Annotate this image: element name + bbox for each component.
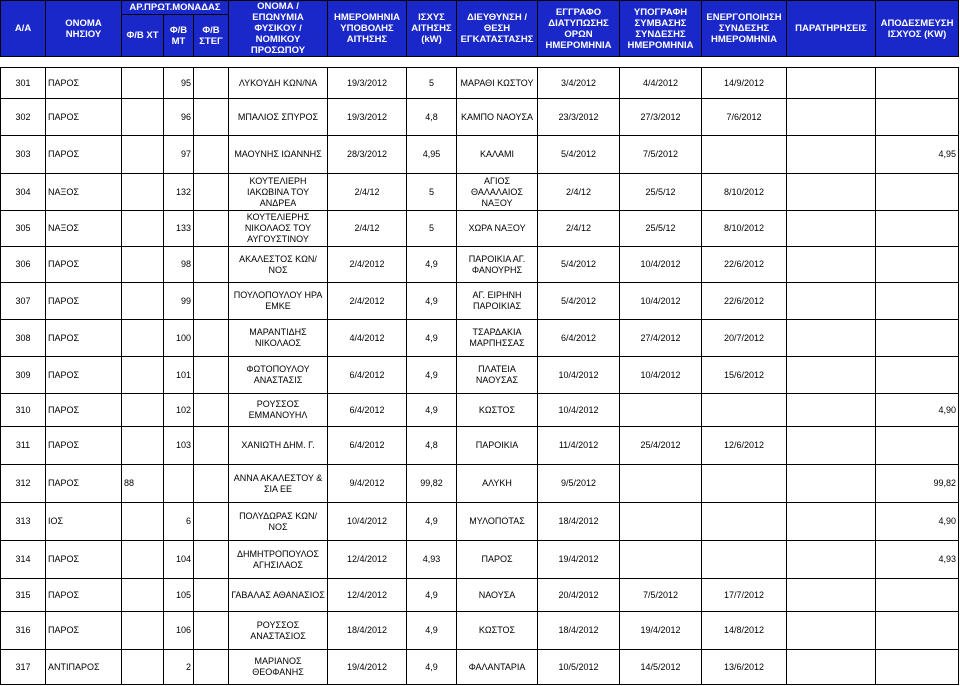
table-row [1, 427, 959, 465]
header-notes: ΠΑΡΑΤΗΡΗΣΕΙΣ [787, 1, 876, 57]
cell-terms-date: 6/4/2012 [538, 320, 620, 357]
cell-fb-mt: 132 [164, 174, 194, 211]
cell-terms-date: 2/4/12 [538, 211, 620, 247]
cell-fb-steg [194, 320, 229, 357]
cell-notes [787, 427, 876, 465]
cell-fb-mt: 95 [164, 68, 194, 99]
cell-island: ΠΑΡΟΣ [46, 427, 122, 465]
table-row [1, 503, 959, 541]
cell-contract-date: 27/3/2012 [620, 99, 702, 136]
cell-name: ΠΟΥΛΟΠΟΥΛΟΥ ΗΡΑ ΕΜΚΕ [229, 283, 328, 320]
table-header [1, 1, 959, 57]
cell-activation-date: 14/9/2012 [702, 68, 787, 99]
cell-fb-xt [122, 247, 164, 283]
cell-fb-mt: 133 [164, 211, 194, 247]
cell-fb-xt [122, 612, 164, 650]
cell-activation-date: 17/7/2012 [702, 579, 787, 612]
cell-terms-date: 11/4/2012 [538, 427, 620, 465]
cell-contract-date: 7/5/2012 [620, 579, 702, 612]
header-submit-date: ΗΜΕΡΟΜΗΝΙΑ ΥΠΟΒΟΛΗΣ ΑΙΤΗΣΗΣ [328, 1, 407, 57]
cell-released: 4,90 [876, 394, 959, 427]
cell-power: 5 [407, 211, 457, 247]
cell-fb-xt [122, 174, 164, 211]
cell-released [876, 247, 959, 283]
cell-notes [787, 394, 876, 427]
cell-fb-mt: 96 [164, 99, 194, 136]
cell-terms-date: 3/4/2012 [538, 68, 620, 99]
cell-fb-mt: 105 [164, 579, 194, 612]
cell-fb-mt: 101 [164, 357, 194, 394]
cell-contract-date [620, 394, 702, 427]
cell-terms-date: 18/4/2012 [538, 503, 620, 541]
cell-fb-steg [194, 247, 229, 283]
header-terms-date: ΕΓΓΡΑΦΟ ΔΙΑΤΥΠΩΣΗΣ ΟΡΩΝ ΗΜΕΡΟΜΗΝΙΑ [538, 1, 620, 57]
cell-activation-date: 12/6/2012 [702, 427, 787, 465]
cell-submit-date: 2/4/12 [328, 211, 407, 247]
cell-power: 4,8 [407, 427, 457, 465]
table-body [1, 57, 959, 685]
cell-released [876, 612, 959, 650]
cell-fb-xt [122, 211, 164, 247]
header-name: ΟΝΟΜΑ / ΕΠΩΝΥΜΙΑ ΦΥΣΙΚΟΥ / ΝΟΜΙΚΟΥ ΠΡΟΣΩΠΟΥ [229, 1, 328, 57]
cell-notes [787, 283, 876, 320]
cell-submit-date: 19/4/2012 [328, 650, 407, 685]
table-row [1, 211, 959, 247]
cell-fb-xt [122, 68, 164, 99]
header-address: ΔΙΕΥΘΥΝΣΗ / ΘΕΣΗ ΕΓΚΑΤΑΣΤΑΣΗΣ [457, 1, 538, 57]
cell-name: ΚΟΥΤΕΛΙΕΡΗ ΙΑΚΩΒΙΝΑ ΤΟΥ ΑΝΔΡΕΑ [229, 174, 328, 211]
table-row [1, 320, 959, 357]
cell-name: ΜΠΑΛΙΟΣ ΣΠΥΡΟΣ [229, 99, 328, 136]
cell-released: 4,95 [876, 136, 959, 174]
cell-aa: 306 [1, 247, 46, 283]
cell-power: 99,82 [407, 465, 457, 503]
cell-released: 4,93 [876, 541, 959, 579]
table-row [1, 394, 959, 427]
cell-aa: 310 [1, 394, 46, 427]
cell-name: ΡΟΥΣΣΟΣ ΑΝΑΣΤΑΣΙΟΣ [229, 612, 328, 650]
cell-island: ΠΑΡΟΣ [46, 283, 122, 320]
cell-terms-date: 2/4/12 [538, 174, 620, 211]
cell-fb-xt [122, 136, 164, 174]
cell-island: ΠΑΡΟΣ [46, 99, 122, 136]
cell-fb-mt: 6 [164, 503, 194, 541]
cell-aa: 304 [1, 174, 46, 211]
cell-contract-date: 10/4/2012 [620, 357, 702, 394]
cell-island: ΝΑΞΟΣ [46, 174, 122, 211]
cell-fb-steg [194, 174, 229, 211]
cell-contract-date: 19/4/2012 [620, 612, 702, 650]
cell-activation-date: 22/6/2012 [702, 283, 787, 320]
table-row [1, 136, 959, 174]
cell-fb-xt [122, 427, 164, 465]
table-row [1, 68, 959, 99]
cell-notes [787, 136, 876, 174]
cell-terms-date: 5/4/2012 [538, 136, 620, 174]
cell-island: ΠΑΡΟΣ [46, 320, 122, 357]
cell-power: 5 [407, 174, 457, 211]
cell-fb-xt [122, 579, 164, 612]
cell-terms-date: 10/4/2012 [538, 357, 620, 394]
cell-address: ΤΣΑΡΔΑΚΙΑ ΜΑΡΠΗΣΣΑΣ [457, 320, 538, 357]
cell-submit-date: 2/4/2012 [328, 283, 407, 320]
cell-address: ΑΛΥΚΗ [457, 465, 538, 503]
cell-submit-date: 9/4/2012 [328, 465, 407, 503]
cell-contract-date: 10/4/2012 [620, 247, 702, 283]
cell-fb-steg [194, 394, 229, 427]
cell-contract-date: 7/5/2012 [620, 136, 702, 174]
cell-address: ΚΑΛΑΜΙ [457, 136, 538, 174]
cell-island: ΠΑΡΟΣ [46, 68, 122, 99]
cell-island: ΠΑΡΟΣ [46, 357, 122, 394]
cell-terms-date: 10/5/2012 [538, 650, 620, 685]
cell-activation-date [702, 465, 787, 503]
cell-terms-date: 20/4/2012 [538, 579, 620, 612]
cell-island: ΑΝΤΙΠΑΡΟΣ [46, 650, 122, 685]
cell-released: 4,90 [876, 503, 959, 541]
cell-terms-date: 5/4/2012 [538, 283, 620, 320]
cell-fb-mt: 104 [164, 541, 194, 579]
cell-submit-date: 2/4/2012 [328, 247, 407, 283]
cell-fb-xt [122, 99, 164, 136]
cell-aa: 312 [1, 465, 46, 503]
cell-fb-xt [122, 320, 164, 357]
cell-fb-steg [194, 579, 229, 612]
cell-contract-date [620, 465, 702, 503]
cell-activation-date [702, 136, 787, 174]
cell-notes [787, 541, 876, 579]
cell-fb-xt [122, 357, 164, 394]
cell-address: ΑΓΙΟΣ ΘΑΛΑΛΑΙΟΣ ΝΑΞΟΥ [457, 174, 538, 211]
cell-contract-date: 14/5/2012 [620, 650, 702, 685]
header-unit-group: ΑΡ.ΠΡΩΤ.ΜΟΝΑΔΑΣ [122, 1, 229, 15]
cell-released [876, 357, 959, 394]
cell-address: ΚΩΣΤΟΣ [457, 394, 538, 427]
cell-activation-date: 8/10/2012 [702, 174, 787, 211]
cell-aa: 315 [1, 579, 46, 612]
cell-name: ΑΝΝΑ ΑΚΑΛΕΣΤΟΥ & ΣΙΑ ΕΕ [229, 465, 328, 503]
cell-contract-date: 27/4/2012 [620, 320, 702, 357]
cell-address: ΠΛΑΤΕΙΑ ΝΑΟΥΣΑΣ [457, 357, 538, 394]
header-released: ΑΠΟΔΕΣΜΕΥΣΗ ΙΣΧΥΟΣ (KW) [876, 1, 959, 57]
cell-fb-mt: 99 [164, 283, 194, 320]
cell-name: ΓΑΒΑΛΑΣ ΑΘΑΝΑΣΙΟΣ [229, 579, 328, 612]
cell-power: 4,9 [407, 612, 457, 650]
cell-released [876, 99, 959, 136]
cell-fb-steg [194, 211, 229, 247]
cell-fb-mt: 2 [164, 650, 194, 685]
cell-address: ΝΑΟΥΣΑ [457, 579, 538, 612]
table-row [1, 465, 959, 503]
header-fb-steg: Φ/Β ΣΤΕΓ [194, 15, 229, 57]
cell-power: 4,95 [407, 136, 457, 174]
cell-contract-date [620, 541, 702, 579]
cell-released [876, 211, 959, 247]
cell-aa: 302 [1, 99, 46, 136]
cell-activation-date: 8/10/2012 [702, 211, 787, 247]
cell-fb-mt: 98 [164, 247, 194, 283]
cell-power: 4,9 [407, 283, 457, 320]
cell-fb-steg [194, 283, 229, 320]
cell-name: ΑΚΑΛΕΣΤΟΣ ΚΩΝ/ΝΟΣ [229, 247, 328, 283]
cell-island: ΠΑΡΟΣ [46, 612, 122, 650]
cell-power: 4,9 [407, 357, 457, 394]
cell-submit-date: 12/4/2012 [328, 579, 407, 612]
cell-notes [787, 99, 876, 136]
cell-name: ΛΥΚΟΥΔΗ ΚΩΝ/ΝΑ [229, 68, 328, 99]
cell-notes [787, 211, 876, 247]
cell-activation-date: 20/7/2012 [702, 320, 787, 357]
cell-fb-mt: 100 [164, 320, 194, 357]
cell-fb-mt: 102 [164, 394, 194, 427]
cell-activation-date: 13/6/2012 [702, 650, 787, 685]
cell-power: 4,9 [407, 394, 457, 427]
cell-island: ΠΑΡΟΣ [46, 579, 122, 612]
cell-address: ΜΑΡΑΘΙ ΚΩΣΤΟΥ [457, 68, 538, 99]
cell-activation-date [702, 503, 787, 541]
cell-name: ΜΑΟΥΝΗΣ ΙΩΑΝΝΗΣ [229, 136, 328, 174]
cell-notes [787, 465, 876, 503]
cell-terms-date: 19/4/2012 [538, 541, 620, 579]
cell-power: 4,9 [407, 579, 457, 612]
cell-name: ΚΟΥΤΕΛΙΕΡΗΣ ΝΙΚΟΛΑΟΣ ΤΟΥ ΑΥΓΟΥΣΤΙΝΟΥ [229, 211, 328, 247]
cell-terms-date: 10/4/2012 [538, 394, 620, 427]
header-contract-date: ΥΠΟΓΡΑΦΗ ΣΥΜΒΑΣΗΣ ΣΥΝΔΕΣΗΣ ΗΜΕΡΟΜΗΝΙΑ [620, 1, 702, 57]
cell-address: ΧΩΡΑ ΝΑΞΟΥ [457, 211, 538, 247]
cell-released [876, 283, 959, 320]
table-row [1, 247, 959, 283]
cell-fb-steg [194, 99, 229, 136]
cell-aa: 301 [1, 68, 46, 99]
cell-island: ΠΑΡΟΣ [46, 136, 122, 174]
cell-contract-date: 10/4/2012 [620, 283, 702, 320]
cell-island: ΠΑΡΟΣ [46, 541, 122, 579]
table-row [1, 612, 959, 650]
cell-power: 5 [407, 68, 457, 99]
cell-fb-steg [194, 465, 229, 503]
cell-address: ΠΑΡΟΙΚΙΑ ΑΓ. ΦΑΝΟΥΡΗΣ [457, 247, 538, 283]
cell-island: ΠΑΡΟΣ [46, 465, 122, 503]
cell-power: 4,9 [407, 320, 457, 357]
cell-released [876, 320, 959, 357]
cell-fb-xt [122, 394, 164, 427]
cell-released [876, 427, 959, 465]
cell-notes [787, 174, 876, 211]
cell-name: ΧΑΝΙΩΤΗ ΔΗΜ. Γ. [229, 427, 328, 465]
cell-terms-date: 9/5/2012 [538, 465, 620, 503]
table-row [1, 541, 959, 579]
cell-submit-date: 4/4/2012 [328, 320, 407, 357]
cell-island: ΠΑΡΟΣ [46, 394, 122, 427]
cell-released [876, 68, 959, 99]
cell-fb-steg [194, 427, 229, 465]
cell-submit-date: 28/3/2012 [328, 136, 407, 174]
header-fb-xt: Φ/Β ΧΤ [122, 15, 164, 57]
cell-fb-mt: 97 [164, 136, 194, 174]
cell-aa: 309 [1, 357, 46, 394]
table-row [1, 99, 959, 136]
cell-name: ΜΑΡΑΝΤΙΔΗΣ ΝΙΚΟΛΑΟΣ [229, 320, 328, 357]
cell-submit-date: 2/4/12 [328, 174, 407, 211]
cell-aa: 307 [1, 283, 46, 320]
cell-power: 4,9 [407, 503, 457, 541]
cell-fb-steg [194, 612, 229, 650]
cell-terms-date: 5/4/2012 [538, 247, 620, 283]
table-row [1, 283, 959, 320]
cell-address: ΠΑΡΟΣ [457, 541, 538, 579]
cell-aa: 308 [1, 320, 46, 357]
cell-aa: 316 [1, 612, 46, 650]
cell-contract-date [620, 503, 702, 541]
cell-notes [787, 247, 876, 283]
cell-fb-steg [194, 136, 229, 174]
cell-released [876, 174, 959, 211]
cell-aa: 303 [1, 136, 46, 174]
cell-address: ΠΑΡΟΙΚΙΑ [457, 427, 538, 465]
cell-fb-xt [122, 541, 164, 579]
table-row [1, 174, 959, 211]
cell-activation-date [702, 394, 787, 427]
cell-aa: 317 [1, 650, 46, 685]
cell-aa: 313 [1, 503, 46, 541]
cell-fb-xt: 88 [122, 465, 164, 503]
cell-aa: 305 [1, 211, 46, 247]
cell-contract-date: 25/5/12 [620, 211, 702, 247]
header-spacer [1, 57, 959, 68]
cell-contract-date: 25/5/12 [620, 174, 702, 211]
header-fb-mt: Φ/Β ΜΤ [164, 15, 194, 57]
cell-released [876, 579, 959, 612]
cell-aa: 311 [1, 427, 46, 465]
cell-fb-steg [194, 503, 229, 541]
header-island: ΟΝΟΜΑ ΝΗΣΙΟΥ [46, 1, 122, 57]
cell-aa: 314 [1, 541, 46, 579]
header-aa: Α/Α [1, 1, 46, 57]
header-power: ΙΣΧΥΣ ΑΙΤΗΣΗΣ (kW) [407, 1, 457, 57]
table-row [1, 579, 959, 612]
cell-notes [787, 650, 876, 685]
cell-notes [787, 320, 876, 357]
cell-notes [787, 612, 876, 650]
cell-submit-date: 6/4/2012 [328, 357, 407, 394]
cell-name: ΔΗΜΗΤΡΟΠΟΥΛΟΣ ΑΓΗΣΙΛΑΟΣ [229, 541, 328, 579]
cell-fb-mt: 103 [164, 427, 194, 465]
cell-power: 4,9 [407, 247, 457, 283]
cell-contract-date: 25/4/2012 [620, 427, 702, 465]
cell-submit-date: 6/4/2012 [328, 394, 407, 427]
cell-submit-date: 10/4/2012 [328, 503, 407, 541]
cell-activation-date: 22/6/2012 [702, 247, 787, 283]
cell-activation-date [702, 541, 787, 579]
cell-address: ΜΥΛΟΠΟΤΑΣ [457, 503, 538, 541]
table-row [1, 357, 959, 394]
cell-fb-xt [122, 650, 164, 685]
table-row [1, 650, 959, 685]
cell-terms-date: 23/3/2012 [538, 99, 620, 136]
cell-activation-date: 14/8/2012 [702, 612, 787, 650]
cell-released [876, 650, 959, 685]
cell-fb-steg [194, 357, 229, 394]
cell-island: ΠΑΡΟΣ [46, 247, 122, 283]
cell-fb-mt: 106 [164, 612, 194, 650]
cell-name: ΠΟΛΥΔΩΡΑΣ ΚΩΝ/ΝΟΣ [229, 503, 328, 541]
cell-notes [787, 68, 876, 99]
cell-submit-date: 19/3/2012 [328, 99, 407, 136]
cell-fb-steg [194, 68, 229, 99]
cell-address: ΚΩΣΤΟΣ [457, 612, 538, 650]
cell-notes [787, 357, 876, 394]
cell-address: ΚΑΜΠΟ ΝΑΟΥΣΑ [457, 99, 538, 136]
cell-power: 4,8 [407, 99, 457, 136]
cell-power: 4,93 [407, 541, 457, 579]
cell-notes [787, 579, 876, 612]
header-activation-date: ΕΝΕΡΓΟΠΟΙΗΣΗ ΣΥΝΔΕΣΗΣ ΗΜΕΡΟΜΗΝΙΑ [702, 1, 787, 57]
cell-activation-date: 7/6/2012 [702, 99, 787, 136]
cell-name: ΡΟΥΣΣΟΣ ΕΜΜΑΝΟΥΗΛ [229, 394, 328, 427]
cell-fb-xt [122, 503, 164, 541]
cell-power: 4,9 [407, 650, 457, 685]
cell-contract-date: 4/4/2012 [620, 68, 702, 99]
cell-address: ΦΑΛΑΝΤΑΡΙΑ [457, 650, 538, 685]
cell-island: ΙΟΣ [46, 503, 122, 541]
cell-activation-date: 15/6/2012 [702, 357, 787, 394]
cell-terms-date: 18/4/2012 [538, 612, 620, 650]
cell-submit-date: 18/4/2012 [328, 612, 407, 650]
cell-fb-mt [164, 465, 194, 503]
cell-submit-date: 19/3/2012 [328, 68, 407, 99]
cell-island: ΝΑΞΟΣ [46, 211, 122, 247]
cell-address: ΑΓ. ΕΙΡΗΝΗ ΠΑΡΟΙΚΙΑΣ [457, 283, 538, 320]
cell-submit-date: 6/4/2012 [328, 427, 407, 465]
cell-fb-xt [122, 283, 164, 320]
cell-name: ΦΩΤΟΠΟΥΛΟΥ ΑΝΑΣΤΑΣΙΣ [229, 357, 328, 394]
cell-notes [787, 503, 876, 541]
cell-fb-steg [194, 650, 229, 685]
cell-released: 99,82 [876, 465, 959, 503]
cell-name: ΜΑΡΙΑΝΟΣ ΘΕΟΦΑΝΗΣ [229, 650, 328, 685]
cell-submit-date: 12/4/2012 [328, 541, 407, 579]
cell-fb-steg [194, 541, 229, 579]
